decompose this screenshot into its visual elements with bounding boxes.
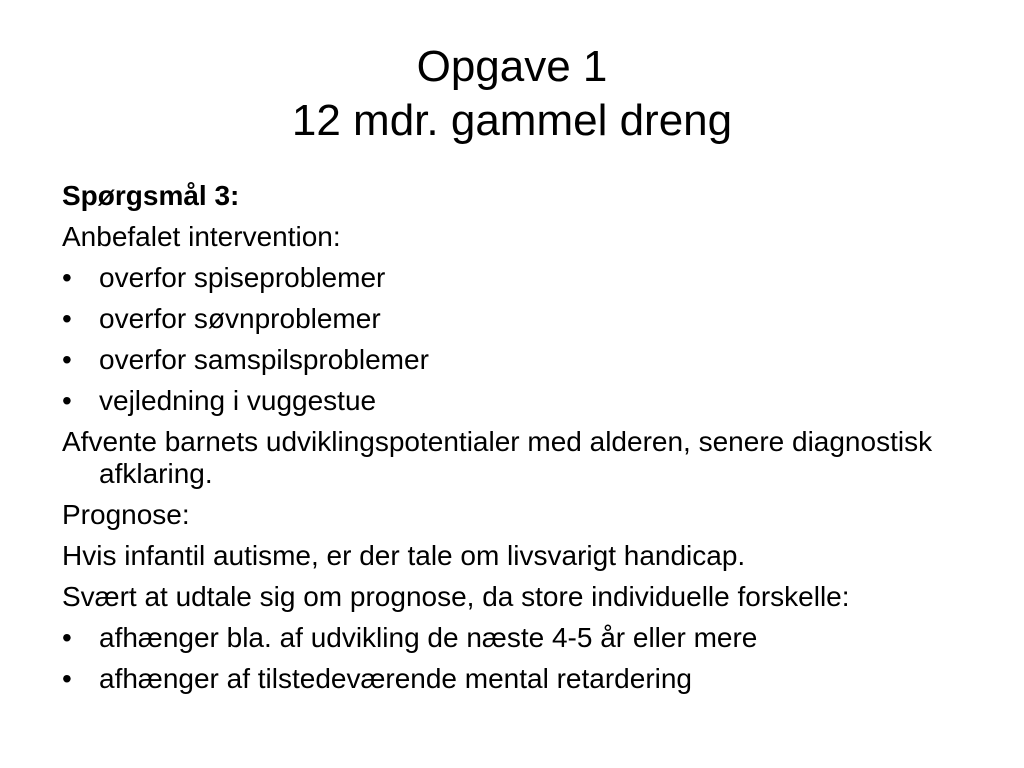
bullet-text: afhænger bla. af udvikling de næste 4-5 år eller mere [99,622,758,653]
intervention-label: Anbefalet intervention: [62,221,341,252]
svaert-paragraph: Svært at udtale sig om prognose, da store individuelle forskelle: [62,581,850,612]
bullet-item [62,262,962,294]
bullet-item [62,663,962,695]
slide-title-line-2: 12 mdr. gammel dreng [291,96,733,145]
bullet-glyph: • [62,303,72,334]
bullet-item [62,303,962,335]
prognose-label: Prognose: [62,499,190,530]
bullet-text: overfor samspilsproblemer [99,344,429,375]
afvente-paragraph: Afvente barnets udviklingspotentialer med alderen, senere diagnostisk afklaring. [62,426,933,489]
slide-title-line-1: Opgave 1 [416,42,608,91]
slide-body [62,180,962,704]
bullet-glyph: • [62,344,72,375]
bullet-glyph: • [62,262,72,293]
bullet-text: overfor spiseproblemer [99,262,386,293]
bullet-item [62,385,962,417]
bullet-item [62,344,962,376]
bullet-text: afhænger af tilstedeværende mental retardering [99,663,693,694]
slide-title [0,40,1024,148]
bullet-glyph: • [62,385,72,416]
bullet-item [62,622,962,654]
bullet-glyph: • [62,622,72,653]
question-heading: Spørgsmål 3: [62,180,240,211]
bullet-glyph: • [62,663,72,694]
autisme-paragraph: Hvis infantil autisme, er der tale om livsvarigt handicap. [62,540,746,571]
bullet-text: vejledning i vuggestue [99,385,377,416]
bullet-text: overfor søvnproblemer [99,303,381,334]
